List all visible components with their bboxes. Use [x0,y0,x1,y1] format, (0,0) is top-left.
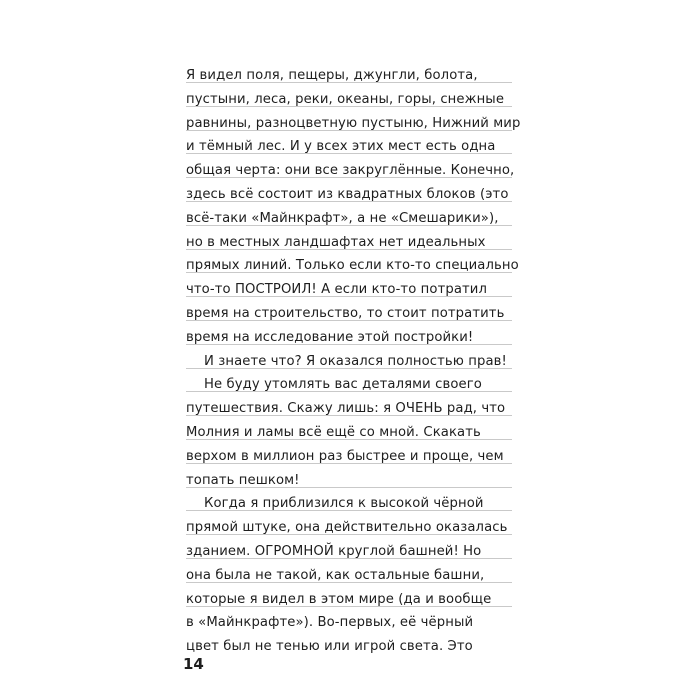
text-line: топать пешком! [186,472,300,488]
paragraph-start-line: И знаете что? Я оказался полностью прав! [204,353,507,369]
text-line: всё-таки «Майнкрафт», а не «Смешарики»), [186,210,499,226]
text-line: здесь всё состоит из квадратных блоков (это [186,186,509,202]
text-line: равнины, разноцветную пустыню, Нижний мир [186,115,521,131]
text-line: она была не такой, как остальные башни, [186,567,485,583]
text-line: общая черта: они все закруглённые. Конечно, [186,163,515,179]
text-line: цвет был не тенью или игрой света. Это [186,639,473,655]
page-number: 14 [183,655,204,673]
text-line: пустыни, леса, реки, океаны, горы, снежные [186,91,505,107]
text-line: верхом в миллион раз быстрее и проще, чем [186,448,504,464]
text-line: Молния и ламы всё ещё со мной. Скакать [186,424,481,440]
text-line: время на строительство, то стоит потратить [186,305,505,321]
text-line: но в местных ландшафтах нет идеальных [186,234,486,250]
text-line: прямой штуке, она действительно оказалась [186,520,508,536]
text-line: что-то ПОСТРОИЛ! А если кто-то потратил [186,282,487,298]
text-line: время на исследование этой постройки! [186,329,474,345]
text-line: которые я видел в этом мире (да и вообще [186,591,492,607]
text-line: путешествия. Скажу лишь: я ОЧЕНЬ рад, что [186,401,506,417]
text-line: и тёмный лес. И у всех этих мест есть одна [186,139,496,155]
paragraph-start-line: Не буду утомлять вас деталями своего [204,377,482,393]
text-line: Я видел поля, пещеры, джунгли, болота, [186,68,478,83]
page-body-text [186,64,521,659]
text-line: зданием. ОГРОМНОЙ круглой башней! Но [186,543,482,559]
text-line: прямых линий. Только если кто-то специально [186,258,519,274]
text-line: в «Майнкрафте»). Во-первых, её чёрный [186,615,474,631]
paragraph-start-line: Когда я приблизился к высокой чёрной [204,496,484,512]
